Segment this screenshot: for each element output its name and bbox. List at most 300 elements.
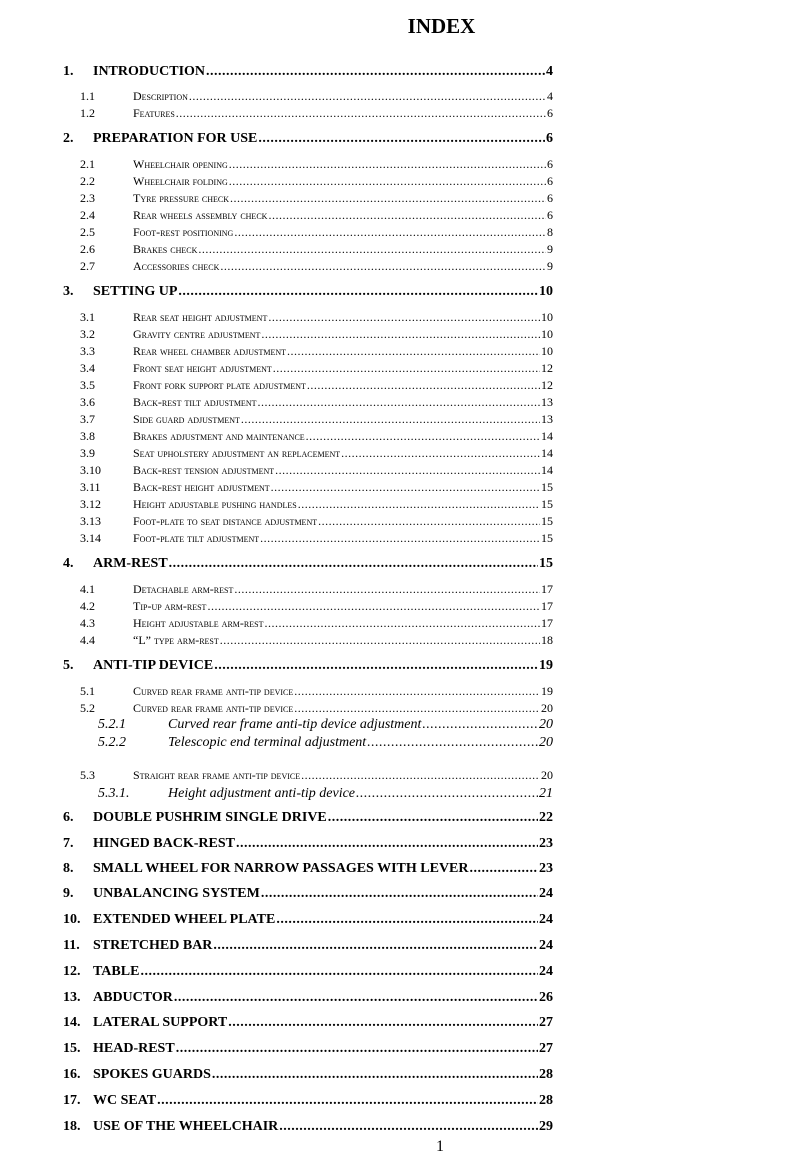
dot-leader	[228, 1015, 538, 1031]
toc-entry-page: 15	[541, 514, 553, 528]
toc-entry-label: STRETCHED BAR	[93, 938, 213, 953]
dot-leader	[169, 556, 538, 572]
dot-leader	[341, 446, 540, 461]
dot-leader	[229, 157, 546, 172]
toc-entry-row	[133, 361, 553, 376]
dot-leader	[229, 174, 546, 189]
toc-entry-number: 5.1	[80, 684, 95, 698]
toc-entry[interactable]	[0, 786, 808, 804]
toc-entry-number: 5.	[63, 658, 74, 673]
toc-entry[interactable]	[0, 361, 808, 379]
dot-leader	[157, 1093, 538, 1109]
dot-leader	[318, 514, 540, 529]
toc-entry-row	[133, 327, 553, 342]
dot-leader	[271, 480, 540, 495]
toc-entry-label: Back-rest height adjustment	[133, 480, 270, 494]
toc-entry-row	[133, 531, 553, 546]
toc-entry-label: EXTENDED WHEEL PLATE	[93, 912, 276, 927]
toc-entry[interactable]	[0, 208, 808, 226]
toc-entry-label: HINGED BACK-REST	[93, 836, 235, 851]
toc-entry[interactable]	[0, 64, 808, 82]
toc-entry-row	[133, 768, 553, 783]
toc-entry-label: PREPARATION FOR USE	[93, 131, 258, 146]
toc-entry-label: Detachable arm-rest	[133, 582, 234, 596]
toc-entry-page: 27	[539, 1041, 553, 1056]
dot-leader	[230, 191, 546, 206]
toc-entry-label: SMALL WHEEL FOR NARROW PASSAGES WITH LEVER	[93, 861, 469, 876]
toc-entry-number: 4.4	[80, 633, 95, 647]
toc-entry-row	[133, 616, 553, 631]
toc-entry-label: Front fork support plate adjustment	[133, 378, 306, 392]
toc-entry-number: 17.	[63, 1093, 81, 1108]
toc-entry-page: 19	[541, 684, 553, 698]
toc-entry-label: Foot-plate tilt adjustment	[133, 531, 260, 545]
toc-entry-page: 6	[547, 106, 553, 120]
dot-leader	[422, 717, 538, 733]
toc-entry-page: 19	[539, 658, 553, 673]
toc-entry[interactable]	[0, 395, 808, 413]
toc-entry-number: 10.	[63, 912, 81, 927]
toc-entry-number: 5.2	[80, 701, 95, 715]
toc-entry-label: Foot-plate to seat distance adjustment	[133, 514, 318, 528]
toc-entry-label: ABDUCTOR	[93, 990, 173, 1005]
toc-entry-row	[93, 912, 553, 928]
toc-entry-page: 27	[539, 1015, 553, 1030]
dot-leader	[306, 429, 540, 444]
toc-entry[interactable]	[0, 1119, 808, 1137]
toc-entry-page: 10	[541, 310, 553, 324]
toc-entry-label: Rear wheels assembly check	[133, 208, 268, 222]
toc-entry-row	[133, 89, 553, 104]
toc-entry-row	[93, 836, 553, 852]
toc-entry-row	[168, 786, 553, 802]
toc-entry[interactable]	[0, 242, 808, 260]
toc-entry-page: 20	[541, 768, 553, 782]
toc-entry-page: 4	[546, 64, 553, 79]
toc-entry-label: Straight rear frame anti-tip device	[133, 768, 301, 782]
dot-leader	[470, 861, 539, 877]
toc-entry-number: 3.12	[80, 497, 101, 511]
toc-entry[interactable]	[0, 658, 808, 676]
toc-entry-page: 20	[541, 701, 553, 715]
toc-entry[interactable]	[0, 225, 808, 243]
toc-entry-row	[133, 157, 553, 172]
dot-leader	[307, 378, 540, 393]
toc-entry[interactable]	[0, 310, 808, 328]
toc-entry-row	[133, 242, 553, 257]
toc-entry-number: 2.6	[80, 242, 95, 256]
toc-entry-page: 14	[541, 429, 553, 443]
toc-entry[interactable]	[0, 735, 808, 753]
toc-entry-label: DOUBLE PUSHRIM SINGLE DRIVE	[93, 810, 327, 825]
toc-entry-label: Seat upholstery adjustment an replacement	[133, 446, 341, 460]
toc-entry[interactable]	[0, 378, 808, 396]
toc-entry-number: 3.5	[80, 378, 95, 392]
toc-entry-page: 10	[541, 327, 553, 341]
toc-entry-row	[93, 1067, 553, 1083]
dot-leader	[294, 684, 540, 699]
toc-entry-row	[133, 463, 553, 478]
toc-entry[interactable]	[0, 284, 808, 302]
toc-entry[interactable]	[0, 616, 808, 634]
toc-entry-page: 4	[547, 89, 553, 103]
dot-leader	[241, 412, 540, 427]
toc-entry-row	[93, 131, 553, 147]
toc-entry-number: 3.	[63, 284, 74, 299]
toc-entry-label: Curved rear frame anti-tip device adjustment	[168, 717, 422, 732]
toc-entry[interactable]	[0, 1093, 808, 1111]
toc-entry[interactable]	[0, 582, 808, 600]
toc-entry-label: Height adjustment anti-tip device	[168, 786, 356, 801]
toc-entry-page: 6	[547, 157, 553, 171]
dot-leader	[275, 463, 540, 478]
toc-entry-number: 5.3	[80, 768, 95, 782]
toc-entry-page: 12	[541, 378, 553, 392]
toc-entry-page: 23	[539, 836, 553, 851]
dot-leader	[258, 131, 545, 147]
toc-entry-number: 7.	[63, 836, 74, 851]
toc-entry[interactable]	[0, 861, 808, 879]
toc-entry-label: Features	[133, 106, 175, 120]
toc-entry-label: Back-rest tilt adjustment	[133, 395, 257, 409]
dot-leader	[328, 810, 538, 826]
toc-entry-number: 6.	[63, 810, 74, 825]
toc-entry-page: 17	[541, 599, 553, 613]
toc-entry-label: UNBALANCING SYSTEM	[93, 886, 260, 901]
toc-entry[interactable]	[0, 89, 808, 107]
toc-entry-number: 3.3	[80, 344, 95, 358]
toc-entry-number: 8.	[63, 861, 74, 876]
toc-entry-row	[93, 886, 553, 902]
toc-entry-label: Gravity centre adjustment	[133, 327, 261, 341]
toc-entry-row	[133, 174, 553, 189]
toc-entry-number: 3.9	[80, 446, 95, 460]
toc-entry[interactable]	[0, 191, 808, 209]
dot-leader	[220, 259, 546, 274]
dot-leader	[261, 886, 538, 902]
toc-entry-label: Front seat height adjustment	[133, 361, 272, 375]
toc-entry-label: Side guard adjustment	[133, 412, 240, 426]
toc-entry-row	[133, 582, 553, 597]
toc-entry[interactable]	[0, 446, 808, 464]
dot-leader	[257, 395, 540, 410]
toc-entry-number: 3.10	[80, 463, 101, 477]
toc-entry-row	[93, 1015, 553, 1031]
toc-entry[interactable]	[0, 1041, 808, 1059]
toc-entry-number: 14.	[63, 1015, 81, 1030]
toc-entry-number: 3.8	[80, 429, 95, 443]
toc-entry-row	[133, 395, 553, 410]
toc-entry-number: 9.	[63, 886, 74, 901]
toc-entry[interactable]	[0, 912, 808, 930]
toc-entry-number: 16.	[63, 1067, 81, 1082]
toc-entry-row	[93, 658, 553, 674]
toc-entry-row	[133, 480, 553, 495]
toc-entry[interactable]	[0, 556, 808, 574]
toc-entry-page: 24	[539, 938, 553, 953]
toc-entry[interactable]	[0, 531, 808, 549]
toc-entry-label: Rear seat height adjustment	[133, 310, 268, 324]
dot-leader	[140, 964, 538, 980]
toc-entry-row	[168, 735, 553, 751]
toc-entry-page: 28	[539, 1067, 553, 1082]
dot-leader	[174, 990, 538, 1006]
toc-entry-row	[93, 938, 553, 954]
toc-entry-page: 13	[541, 395, 553, 409]
toc-entry-label: Telescopic end terminal adjustment	[168, 735, 367, 750]
toc-entry-label: Tip-up arm-rest	[133, 599, 207, 613]
dot-leader	[189, 89, 546, 104]
toc-entry-label: Wheelchair folding	[133, 174, 228, 188]
toc-entry-label: Brakes check	[133, 242, 198, 256]
toc-entry-number: 12.	[63, 964, 81, 979]
toc-entry-label: TABLE	[93, 964, 140, 979]
toc-entry-label: Brakes adjustment and maintenance	[133, 429, 305, 443]
toc-entry-number: 3.1	[80, 310, 95, 324]
toc-entry-row	[93, 556, 553, 572]
dot-leader	[176, 1041, 538, 1057]
toc-entry-row	[168, 717, 553, 733]
toc-entry-page: 15	[541, 480, 553, 494]
toc-entry-row	[93, 1041, 553, 1057]
toc-entry[interactable]	[0, 717, 808, 735]
dot-leader	[236, 836, 538, 852]
toc-entry-label: Height adjustable pushing handles	[133, 497, 297, 511]
toc-entry-row	[133, 310, 553, 325]
toc-entry-number: 2.	[63, 131, 74, 146]
toc-entry-label: SETTING UP	[93, 284, 178, 299]
toc-entry-page: 24	[539, 964, 553, 979]
toc-entry[interactable]	[0, 412, 808, 430]
toc-entry-label: Curved rear frame anti-tip device	[133, 701, 294, 715]
toc-entry-page: 24	[539, 912, 553, 927]
toc-entry-page: 22	[539, 810, 553, 825]
toc-entry-number: 2.1	[80, 157, 95, 171]
toc-entry-page: 6	[546, 131, 553, 146]
toc-entry-number: 1.1	[80, 89, 95, 103]
toc-entry[interactable]	[0, 429, 808, 447]
toc-entry-page: 14	[541, 446, 553, 460]
toc-entry-number: 3.13	[80, 514, 101, 528]
toc-entry-number: 2.7	[80, 259, 95, 273]
toc-entry[interactable]	[0, 810, 808, 828]
toc-entry-label: Height adjustable arm-rest	[133, 616, 264, 630]
toc-entry[interactable]	[0, 768, 808, 786]
toc-entry[interactable]	[0, 886, 808, 904]
toc-entry[interactable]	[0, 1015, 808, 1033]
toc-entry-number: 2.3	[80, 191, 95, 205]
toc-entry-row	[133, 633, 553, 648]
toc-entry-number: 3.14	[80, 531, 101, 545]
dot-leader	[198, 242, 546, 257]
dot-leader	[268, 208, 546, 223]
toc-entry-label: Description	[133, 89, 188, 103]
toc-entry-page: 10	[541, 344, 553, 358]
toc-entry-page: 8	[547, 225, 553, 239]
dot-leader	[213, 938, 538, 954]
dot-leader	[207, 599, 540, 614]
toc-entry[interactable]	[0, 463, 808, 481]
toc-entry-page: 20	[539, 717, 553, 732]
toc-entry-number: 3.7	[80, 412, 95, 426]
toc-entry-label: Rear wheel chamber adjustment	[133, 344, 286, 358]
toc-entry-number: 4.2	[80, 599, 95, 613]
toc-entry[interactable]	[0, 327, 808, 345]
toc-entry[interactable]	[0, 480, 808, 498]
toc-entry-page: 9	[547, 242, 553, 256]
dot-leader	[178, 284, 538, 300]
dot-leader	[206, 64, 545, 80]
toc-entry-number: 15.	[63, 1041, 81, 1056]
toc-entry-row	[133, 208, 553, 223]
toc-entry-row	[133, 684, 553, 699]
toc-entry-number: 5.2.1	[98, 717, 126, 732]
dot-leader	[301, 768, 540, 783]
toc-entry-page: 6	[547, 191, 553, 205]
toc-entry-row	[133, 599, 553, 614]
dot-leader	[260, 531, 540, 546]
toc-entry-row	[133, 106, 553, 121]
toc-entry-row	[93, 964, 553, 980]
toc-entry-page: 6	[547, 174, 553, 188]
toc-entry-page: 10	[539, 284, 553, 299]
toc-entry[interactable]	[0, 1067, 808, 1085]
toc-entry[interactable]	[0, 684, 808, 702]
toc-entry-page: 21	[539, 786, 553, 801]
toc-entry[interactable]	[0, 106, 808, 124]
toc-entry-page: 17	[541, 616, 553, 630]
toc-entry[interactable]	[0, 131, 808, 149]
toc-entry-row	[93, 284, 553, 300]
dot-leader	[234, 582, 540, 597]
toc-entry[interactable]	[0, 344, 808, 362]
toc-entry-page: 29	[539, 1119, 553, 1134]
toc-entry-page: 13	[541, 412, 553, 426]
toc-entry-number: 2.4	[80, 208, 95, 222]
toc-entry[interactable]	[0, 938, 808, 956]
toc-entry-row	[133, 191, 553, 206]
toc-entry-number: 2.2	[80, 174, 95, 188]
toc-entry-page: 24	[539, 886, 553, 901]
dot-leader	[276, 912, 538, 928]
toc-entry[interactable]	[0, 497, 808, 515]
toc-entry-row	[93, 1093, 553, 1109]
toc-entry-label: WC SEAT	[93, 1093, 157, 1108]
toc-entry-row	[93, 810, 553, 826]
toc-entry-number: 1.	[63, 64, 74, 79]
toc-entry-number: 2.5	[80, 225, 95, 239]
toc-entry-row	[133, 225, 553, 240]
dot-leader	[268, 310, 540, 325]
toc-entry-number: 3.4	[80, 361, 95, 375]
toc-entry-label: HEAD-REST	[93, 1041, 175, 1056]
toc-entry-number: 3.6	[80, 395, 95, 409]
dot-leader	[298, 497, 540, 512]
toc-entry-row	[133, 514, 553, 529]
dot-leader	[261, 327, 540, 342]
toc-entry-number: 18.	[63, 1119, 81, 1134]
toc-entry-number: 1.2	[80, 106, 95, 120]
toc-entry-page: 6	[547, 208, 553, 222]
toc-entry-number: 3.11	[80, 480, 101, 494]
toc-entry[interactable]	[0, 964, 808, 982]
page-number: 1	[436, 1138, 444, 1155]
toc-entry-row	[93, 990, 553, 1006]
toc-entry-row	[133, 259, 553, 274]
toc-entry-label: Accessories check	[133, 259, 220, 273]
toc-entry[interactable]	[0, 174, 808, 192]
toc-entry-row	[93, 64, 553, 80]
toc-entry-page: 12	[541, 361, 553, 375]
toc-entry[interactable]	[0, 157, 808, 175]
toc-entry-number: 3.2	[80, 327, 95, 341]
toc-entry-page: 18	[541, 633, 553, 647]
toc-entry-page: 17	[541, 582, 553, 596]
dot-leader	[214, 658, 538, 674]
toc-entry-row	[93, 1119, 553, 1135]
toc-entry-page: 15	[541, 531, 553, 545]
toc-entry-page: 15	[541, 497, 553, 511]
toc-entry-row	[133, 344, 553, 359]
dot-leader	[264, 616, 540, 631]
toc-entry-row	[133, 701, 553, 716]
toc-entry[interactable]	[0, 633, 808, 651]
toc-entry-number: 11.	[63, 938, 80, 953]
toc-entry-number: 4.3	[80, 616, 95, 630]
dot-leader	[220, 633, 540, 648]
dot-leader	[287, 344, 540, 359]
toc-entry-row	[93, 861, 553, 877]
toc-entry-row	[133, 378, 553, 393]
toc-entry-row	[133, 446, 553, 461]
toc-entry-page: 14	[541, 463, 553, 477]
toc-entry-label: LATERAL SUPPORT	[93, 1015, 228, 1030]
toc-entry-label: SPOKES GUARDS	[93, 1067, 211, 1082]
toc-entry-label: Back-rest tension adjustment	[133, 463, 275, 477]
toc-entry-label: INTRODUCTION	[93, 64, 206, 79]
toc-entry-label: Curved rear frame anti-tip device	[133, 684, 294, 698]
toc-entry-number: 5.2.2	[98, 735, 126, 750]
toc-entry-page: 28	[539, 1093, 553, 1108]
toc-entry[interactable]	[0, 836, 808, 854]
toc-entry-row	[133, 412, 553, 427]
dot-leader	[367, 735, 538, 751]
toc-entry-label: Tyre pressure check	[133, 191, 230, 205]
toc-entry-label: “L” type arm-rest	[133, 633, 219, 647]
dot-leader	[356, 786, 538, 802]
toc-entry-label: Foot-rest positioning	[133, 225, 234, 239]
toc-entry[interactable]	[0, 259, 808, 277]
toc-entry-label: ARM-REST	[93, 556, 168, 571]
toc-entry[interactable]	[0, 599, 808, 617]
toc-entry[interactable]	[0, 990, 808, 1008]
page-title: INDEX	[407, 14, 476, 38]
toc-entry-page: 26	[539, 990, 553, 1005]
dot-leader	[279, 1119, 538, 1135]
toc-entry-page: 23	[539, 861, 553, 876]
dot-leader	[294, 701, 540, 716]
toc-entry[interactable]	[0, 514, 808, 532]
toc-entry-label: USE OF THE WHEELCHAIR	[93, 1119, 279, 1134]
toc-entry-page: 20	[539, 735, 553, 750]
toc-entry-row	[133, 497, 553, 512]
toc-entry-number: 4.1	[80, 582, 95, 596]
dot-leader	[234, 225, 546, 240]
toc-entry-page: 9	[547, 259, 553, 273]
toc-entry-label: Wheelchair opening	[133, 157, 228, 171]
toc-entry-row	[133, 429, 553, 444]
toc-entry-number: 13.	[63, 990, 81, 1005]
